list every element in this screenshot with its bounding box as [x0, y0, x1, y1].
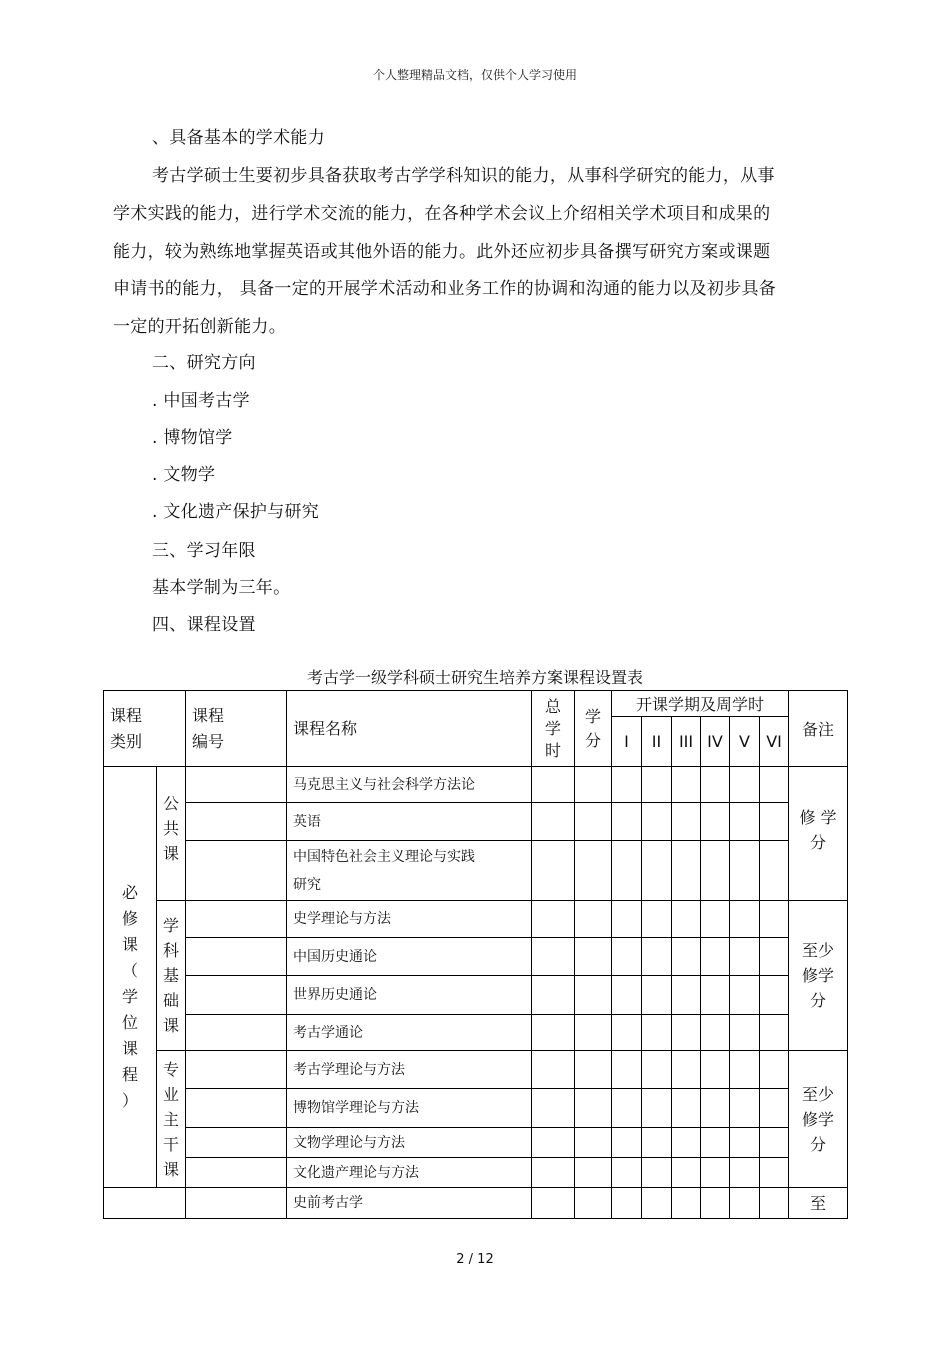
course-name: 马克思主义与社会科学方法论 — [287, 767, 532, 803]
paragraph-line: 基本学制为三年。 — [152, 578, 291, 598]
header-code: 课程 编号 — [186, 691, 287, 767]
table-row — [104, 1051, 848, 1089]
course-name: 文化遗产理论与方法 — [287, 1158, 532, 1188]
paragraph-line: 一定的开拓创新能力。 — [113, 317, 286, 337]
course-name: 考古学通论 — [287, 1015, 532, 1051]
group-label-public: 公 共 课 — [157, 767, 186, 901]
course-name: 考古学理论与方法 — [287, 1051, 532, 1089]
paragraph-line: 学术实践的能力，进行学术交流的能力，在各种学术会议上介绍相关学术项目和成果的 — [113, 204, 771, 224]
table-caption: 考古学一级学科硕士研究生培养方案课程设置表 — [306, 668, 643, 687]
table-row — [104, 938, 848, 976]
table-row — [104, 1188, 848, 1219]
list-item: . 文物学 — [152, 465, 216, 485]
header-semester: II — [642, 717, 672, 767]
course-name: 英语 — [287, 803, 532, 841]
table-row — [104, 1158, 848, 1188]
header-semester: V — [730, 717, 760, 767]
header-notes: 备注 — [789, 691, 848, 767]
course-name: 中国历史通论 — [287, 938, 532, 976]
table-row — [104, 901, 848, 938]
header-semester: III — [672, 717, 701, 767]
list-item: . 中国考古学 — [152, 391, 250, 411]
note-public: 修 学 分 — [789, 767, 848, 901]
group-label-major: 专 业 主 干 课 — [157, 1051, 186, 1188]
list-item: . 文化遗产保护与研究 — [152, 502, 320, 522]
course-name: 史学理论与方法 — [287, 901, 532, 938]
note-last: 至 — [789, 1188, 848, 1219]
course-name: 史前考古学 — [287, 1188, 532, 1219]
header-course-name: 课程名称 — [287, 691, 532, 767]
list-item: . 博物馆学 — [152, 428, 233, 448]
page-number: 2 / 12 — [456, 1252, 494, 1267]
table-row — [104, 841, 848, 901]
course-name: 世界历史通论 — [287, 976, 532, 1015]
course-name: 中国特色社会主义理论与实践 研究 — [287, 841, 532, 901]
header-total-hours: 总 学 时 — [532, 691, 575, 767]
header-category: 课程 类别 — [104, 691, 186, 767]
table-row — [104, 1089, 848, 1128]
table-row — [104, 1015, 848, 1051]
page-header: 个人整理精品文档，仅供个人学习使用 — [372, 68, 577, 82]
header-semester-group: 开课学期及周学时 — [612, 691, 789, 717]
header-semester: IV — [701, 717, 730, 767]
table-row — [104, 803, 848, 841]
section-heading-research-direction: 二、研究方向 — [152, 353, 256, 373]
header-semester: VI — [760, 717, 789, 767]
note-foundation: 至少 修学 分 — [789, 901, 848, 1051]
paragraph-line: 申请书的能力， 具备一定的开展学术活动和业务工作的协调和沟通的能力以及初步具备 — [113, 279, 777, 299]
paragraph-line: 能力，较为熟练地掌握英语或其他外语的能力。此外还应初步具备撰写研究方案或课题 — [113, 242, 771, 262]
note-major: 至少 修学 分 — [789, 1051, 848, 1188]
table-row — [104, 976, 848, 1015]
group-label-foundation: 学 科 基 础 课 — [157, 901, 186, 1051]
course-name: 文物学理论与方法 — [287, 1128, 532, 1158]
header-semester: I — [612, 717, 642, 767]
course-name: 博物馆学理论与方法 — [287, 1089, 532, 1128]
paragraph-line: 考古学硕士生要初步具备获取考古学学科知识的能力，从事科学研究的能力，从事 — [152, 166, 775, 186]
section-heading-ability: 、具备基本的学术能力 — [152, 128, 325, 148]
header-credits: 学 分 — [575, 691, 612, 767]
course-table — [103, 690, 848, 1219]
table-row — [104, 1128, 848, 1158]
section-heading-study-years: 三、学习年限 — [152, 541, 256, 561]
section-heading-courses: 四、课程设置 — [152, 615, 256, 635]
required-course-label: 必 修 课 （ 学 位 课 程 ） — [104, 767, 157, 1188]
table-row — [104, 767, 848, 803]
